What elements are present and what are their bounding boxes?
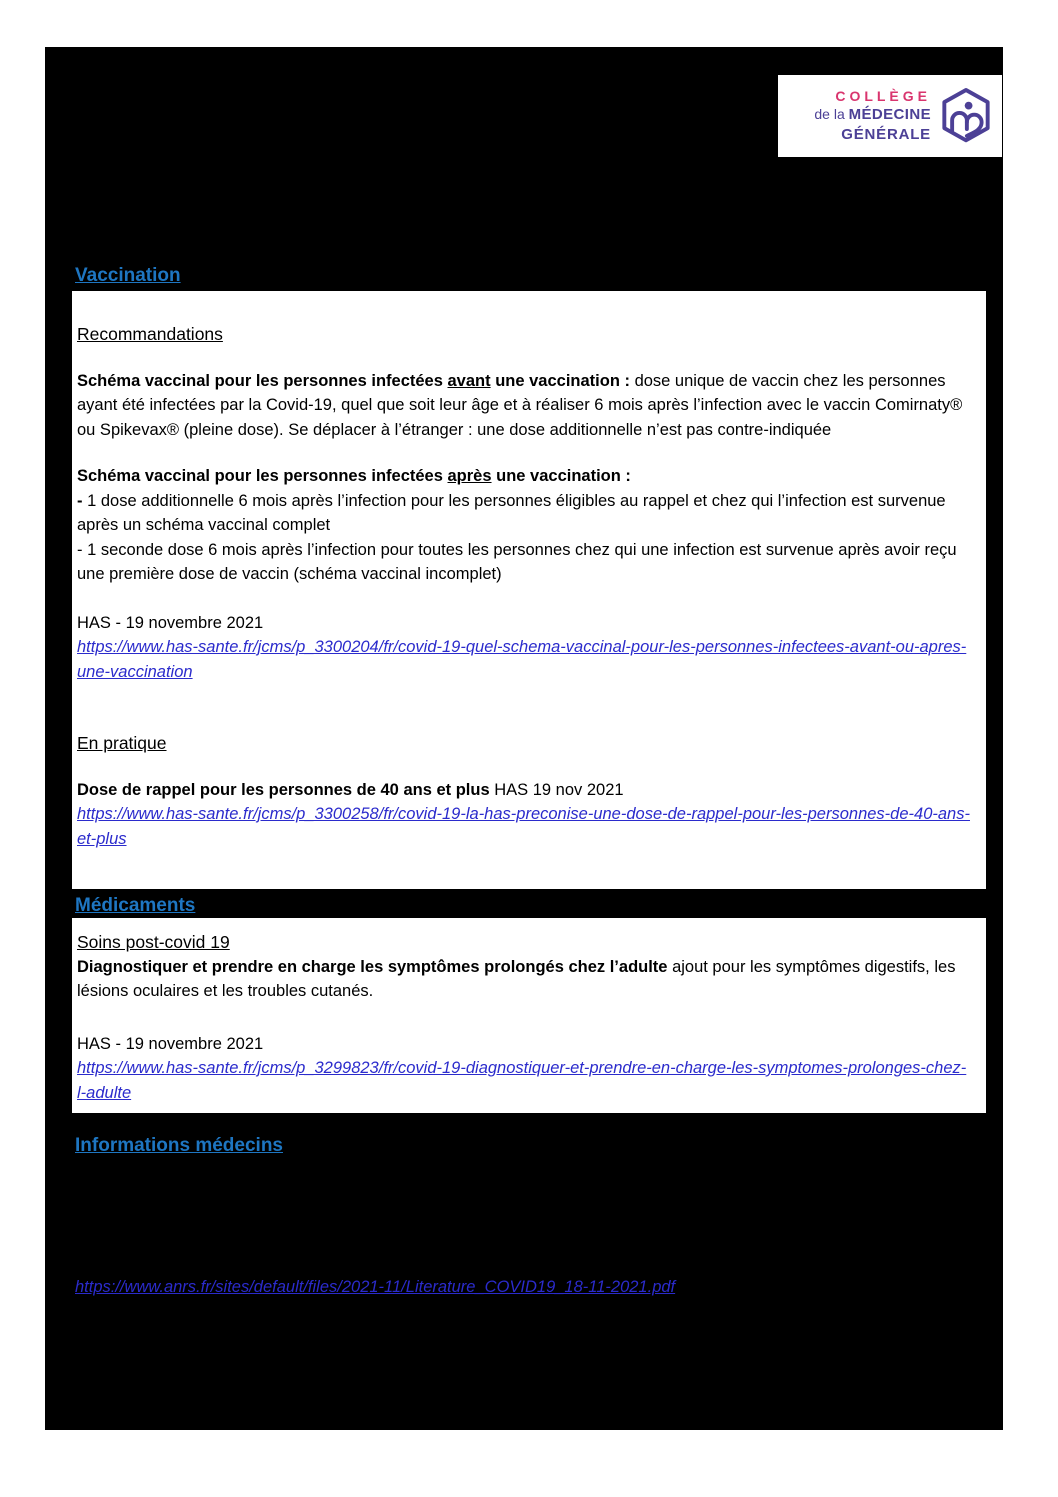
paragraph-schema-apres-title: Schéma vaccinal pour les personnes infectées après une vaccination : bbox=[77, 467, 631, 485]
logo-line-college: COLLÈGE bbox=[835, 87, 931, 104]
link-has-dose-rappel[interactable]: https://www.has-sante.fr/jcms/p_3300258/fr/covid-19-la-has-preconise-une-dose-de-rappel-pour-les-personnes-de-40-ans-et-plus bbox=[77, 805, 970, 848]
logo-medecine: MÉDECINE bbox=[848, 106, 931, 124]
link-has-symptomes-prolonges[interactable]: https://www.has-sante.fr/jcms/p_3299823/fr/covid-19-diagnostiquer-et-prendre-en-charge-les-symptomes-prolonges-chez-l-adulte bbox=[77, 1059, 967, 1102]
link-anrs-literature-pdf[interactable]: https://www.anrs.fr/sites/default/files/2021-11/Literature_COVID19_18-11-2021.pdf bbox=[75, 1278, 676, 1296]
logo-de-la: de la bbox=[814, 106, 849, 123]
black-background bbox=[45, 47, 1003, 1430]
paragraph-schema-apres-item2: - 1 seconde dose 6 mois après l’infection pour toutes les personnes chez qui une infection est survenue après avoir reçu une première dose de vaccin (schéma vaccinal incomplet) bbox=[77, 540, 957, 583]
paragraph-dose-rappel: Dose de rappel pour les personnes de 40 ans et plus HAS 19 nov 2021 bbox=[77, 780, 624, 799]
logo-line-medecine bbox=[814, 105, 931, 125]
medicaments-content-box bbox=[72, 918, 986, 1113]
paragraph-schema-apres-item1: - 1 dose additionnelle 6 mois après l’infection pour les personnes éligibles au rappel et chez qui l’infection est survenue après un schéma vaccinal complet bbox=[77, 491, 946, 534]
link-has-schema-vaccinal[interactable]: https://www.has-sante.fr/jcms/p_3300204/fr/covid-19-quel-schema-vaccinal-pour-les-personnes-infectees-avant-ou-apres-une-vaccination bbox=[77, 638, 967, 681]
vaccination-content-box bbox=[72, 291, 986, 889]
cmg-logo bbox=[778, 75, 1002, 157]
paragraph-schema-avant: Schéma vaccinal pour les personnes infectées avant une vaccination : dose unique de vaccin chez les personnes ayant été infectées par la Covid-19, quel que soit leur âge et à réaliser 6 mois après l’infection avec le vaccin Comirnaty® ou Spikevax® (pleine dose). Se déplacer à l’étranger : une dose additionnelle n’est pas contre-indiquée bbox=[77, 371, 963, 439]
cmg-logo-text bbox=[814, 87, 931, 145]
section-heading-medicaments: Médicaments bbox=[75, 895, 196, 916]
subheading-soins-post-covid: Soins post-covid 19 bbox=[77, 932, 230, 952]
cmg-hexagon-person-icon bbox=[940, 87, 992, 145]
logo-line-generale: GÉNÉRALE bbox=[841, 126, 931, 144]
source-label-has-medicaments: HAS - 19 novembre 2021 bbox=[77, 1034, 264, 1053]
subheading-en-pratique: En pratique bbox=[77, 733, 167, 753]
section-heading-vaccination: Vaccination bbox=[75, 265, 181, 286]
section-heading-informations-medecins: Informations médecins bbox=[75, 1135, 283, 1156]
source-label-has-vaccination: HAS - 19 novembre 2021 bbox=[77, 613, 264, 632]
paragraph-diagnostiquer: Diagnostiquer et prendre en charge les symptômes prolongés chez l’adulte ajout pour les symptômes digestifs, les lésions oculaires et les troubles cutanés. bbox=[77, 957, 956, 1000]
subheading-recommandations: Recommandations bbox=[77, 324, 223, 344]
